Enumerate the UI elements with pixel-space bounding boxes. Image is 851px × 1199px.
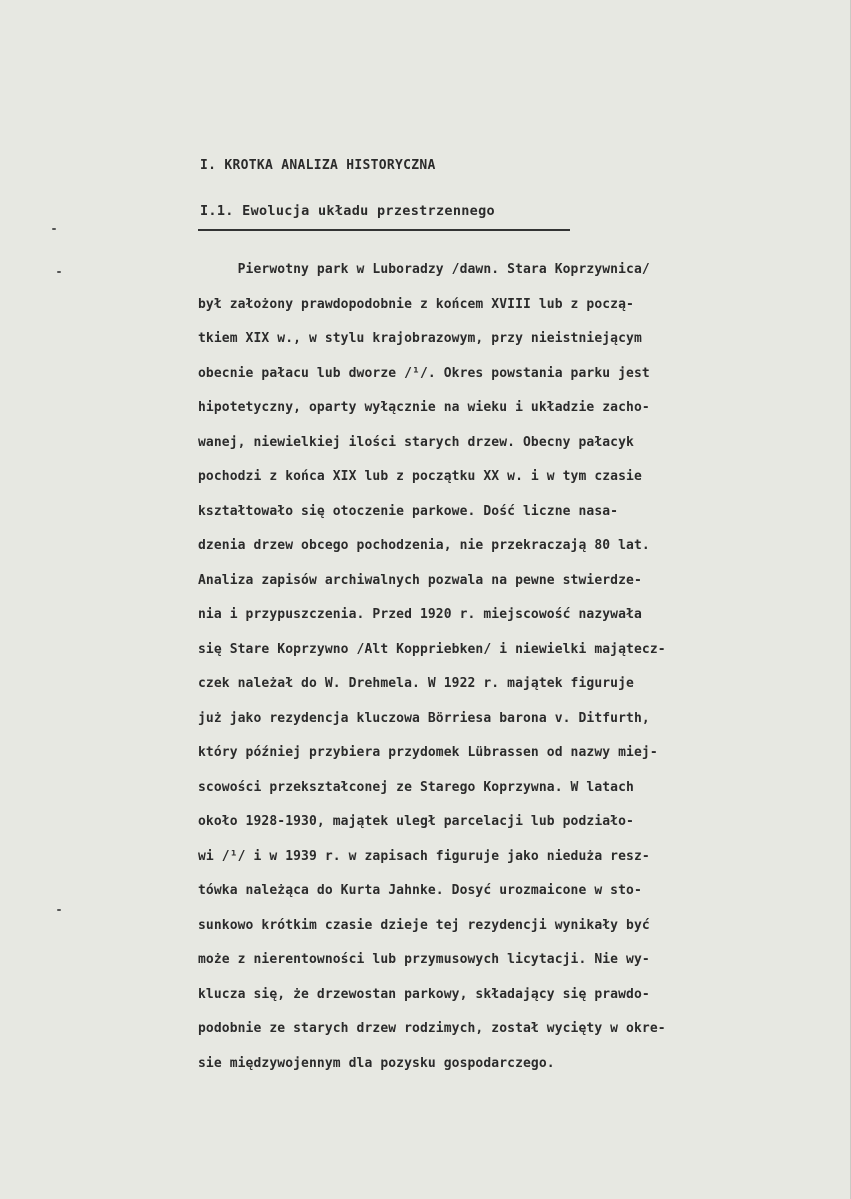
text-line: sie międzywojennym dla pozysku gospodarczego. (198, 1055, 555, 1071)
text-line: wi /¹/ i w 1939 r. w zapisach figuruje jako nieduża resz- (198, 848, 650, 864)
text-line: obecnie pałacu lub dworze /¹/. Okres powstania parku jest (198, 365, 650, 381)
margin-mark (57, 271, 61, 273)
text-line: pochodzi z końca XIX lub z początku XX w. i w tym czasie (198, 469, 642, 484)
text-line: już jako rezydencja kluczowa Börriesa barona v. Ditfurth, (198, 710, 650, 726)
text-line: hipotetyczny, oparty wyłącznie na wieku i układzie zacho- (198, 400, 650, 415)
text-line: nia i przypuszczenia. Przed 1920 r. miejscowość nazywała (198, 607, 642, 622)
text-line: podobnie ze starych drzew rodzimych, został wycięty w okre- (198, 1021, 666, 1036)
text-line: kształtowało się otoczenie parkowe. Dość liczne nasa- (198, 503, 619, 519)
margin-mark (52, 228, 56, 230)
text-line: scowości przekształconej ze Starego Koprzywna. W latach (198, 779, 634, 795)
text-line: Analiza zapisów archiwalnych pozwala na pewne stwierdze- (198, 572, 642, 588)
text-line: może z nierentowności lub przymusowych licytacji. Nie wy- (198, 952, 650, 967)
text-line: Pierwotny park w Luboradzy /dawn. Stara Koprzywnica/ (198, 262, 650, 277)
text-line: sunkowo krótkim czasie dzieje tej rezydencji wynikały być (198, 917, 650, 933)
section-heading: I. KROTKA ANALIZA HISTORYCZNA (200, 158, 436, 173)
text-line: klucza się, że drzewostan parkowy, składający się prawdo- (198, 986, 650, 1002)
text-line: który później przybiera przydomek Lübrassen od nazwy miej- (198, 745, 658, 760)
text-line: dzenia drzew obcego pochodzenia, nie przekraczają 80 lat. (198, 538, 650, 553)
text-line: około 1928-1930, majątek uległ parcelacji lub podziało- (198, 814, 634, 829)
body-paragraph (198, 260, 818, 1088)
text-line: był założony prawdopodobnie z końcem XVIII lub z począ- (198, 296, 634, 312)
text-line: tówka należąca do Kurta Jahnke. Dosyć urozmaicone w sto- (198, 883, 642, 898)
subsection-heading: I.1. Ewolucja układu przestrzennego (200, 203, 495, 219)
margin-mark (57, 909, 61, 911)
heading-underline (198, 229, 570, 231)
text-line: się Stare Koprzywno /Alt Koppriebken/ i niewielki majątecz- (198, 641, 666, 657)
text-line: wanej, niewielkiej ilości starych drzew. Obecny pałacyk (198, 434, 634, 450)
text-line: tkiem XIX w., w stylu krajobrazowym, przy nieistniejącym (198, 331, 642, 346)
text-line: czek należał do W. Drehmela. W 1922 r. majątek figuruje (198, 676, 634, 691)
